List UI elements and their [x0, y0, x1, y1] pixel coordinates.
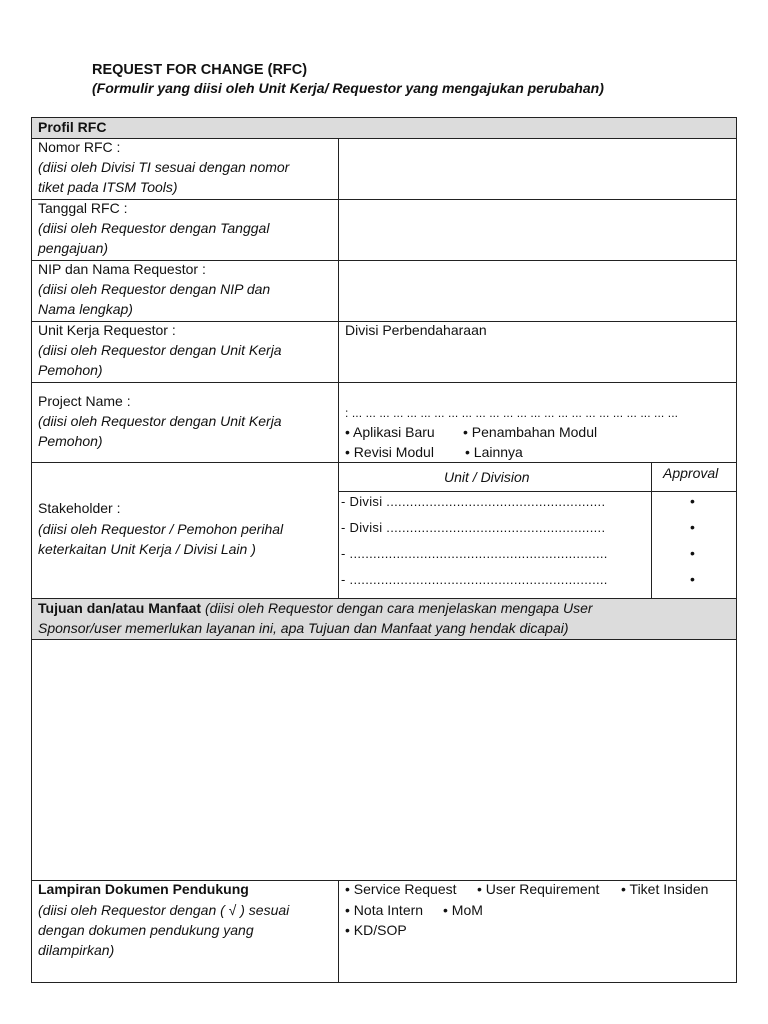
- option-service-request[interactable]: • Service Request: [345, 881, 457, 897]
- row-divider: [31, 199, 737, 200]
- option-penambahan-modul[interactable]: • Penambahan Modul: [463, 424, 598, 440]
- tujuan-heading: [38, 598, 593, 618]
- nomor-rfc-label: Nomor RFC :: [38, 139, 121, 155]
- lampiran-heading: Lampiran Dokumen Pendukung: [38, 881, 249, 897]
- approval-bullet[interactable]: •: [690, 519, 695, 535]
- lampiran-note: (diisi oleh Requestor dengan ( √ ) sesuai: [38, 902, 290, 918]
- stakeholder-subheader-divider: [338, 491, 737, 492]
- lampiran-note: dengan dokumen pendukung yang: [38, 922, 254, 938]
- nomor-rfc-note: (diisi oleh Divisi TI sesuai dengan nomor: [38, 159, 290, 175]
- nip-label: NIP dan Nama Requestor :: [38, 261, 206, 277]
- form-subtitle: (Formulir yang diisi oleh Unit Kerja/ Requestor yang mengajukan perubahan): [92, 80, 604, 96]
- unit-kerja-label: Unit Kerja Requestor :: [38, 322, 176, 338]
- approval-bullet[interactable]: •: [690, 545, 695, 561]
- tujuan-heading-bold: Tujuan dan/atau Manfaat: [38, 600, 202, 616]
- nip-value-field[interactable]: [340, 262, 735, 319]
- stakeholder-note: keterkaitan Unit Kerja / Divisi Lain ): [38, 541, 256, 557]
- unit-kerja-note: (diisi oleh Requestor dengan Unit Kerja: [38, 342, 282, 358]
- nomor-rfc-note: tiket pada ITSM Tools): [38, 179, 178, 195]
- option-aplikasi-baru[interactable]: • Aplikasi Baru: [345, 424, 435, 440]
- nip-note: Nama lengkap): [38, 301, 133, 317]
- option-tiket-insiden[interactable]: • Tiket Insiden: [621, 881, 709, 897]
- nip-note: (diisi oleh Requestor dengan NIP dan: [38, 281, 271, 297]
- unit-division-column-header: Unit / Division: [444, 469, 530, 485]
- form-title: REQUEST FOR CHANGE (RFC): [92, 62, 308, 78]
- project-name-note: Pemohon): [38, 433, 103, 449]
- approval-bullet[interactable]: •: [690, 571, 695, 587]
- stakeholder-note: (diisi oleh Requestor / Pemohon perihal: [38, 521, 284, 537]
- stakeholder-division-line[interactable]: - ..................................................................: [341, 572, 608, 587]
- option-revisi-modul[interactable]: • Revisi Modul: [345, 444, 434, 460]
- lampiran-note: dilampirkan): [38, 942, 115, 958]
- project-name-label: Project Name :: [38, 393, 131, 409]
- stakeholder-division-line[interactable]: - Divisi ........................................................: [341, 520, 606, 535]
- nomor-rfc-value-field[interactable]: [340, 140, 735, 197]
- unit-kerja-value[interactable]: Divisi Perbendaharaan: [345, 322, 487, 338]
- row-divider: [31, 382, 737, 383]
- row-divider: [31, 138, 737, 139]
- stakeholder-division-line[interactable]: - ..................................................................: [341, 546, 608, 561]
- tujuan-content-area[interactable]: [33, 641, 735, 878]
- tujuan-heading-note: Sponsor/user memerlukan layanan ini, apa Tujuan dan Manfaat yang hendak dicapai): [38, 620, 569, 636]
- tanggal-rfc-note: pengajuan): [38, 240, 109, 256]
- column-divider: [338, 138, 339, 598]
- option-mom[interactable]: • MoM: [443, 902, 483, 918]
- approval-bullet[interactable]: •: [690, 493, 695, 509]
- profil-heading: Profil RFC: [38, 119, 107, 135]
- stakeholder-label: Stakeholder :: [38, 500, 121, 516]
- option-lainnya[interactable]: • Lainnya: [465, 444, 523, 460]
- option-nota-intern[interactable]: • Nota Intern: [345, 902, 424, 918]
- tanggal-rfc-label: Tanggal RFC :: [38, 200, 128, 216]
- option-user-requirement[interactable]: • User Requirement: [477, 881, 600, 897]
- project-name-value[interactable]: : ... ... ... ... ... ... ... ... ... ... ... ... ... ... ... ... ... ... ... ... ... ... ... ...: [345, 406, 679, 420]
- tanggal-rfc-value-field[interactable]: [340, 201, 735, 258]
- stakeholder-division-line[interactable]: - Divisi ........................................................: [341, 494, 606, 509]
- row-divider: [31, 462, 737, 463]
- project-name-note: (diisi oleh Requestor dengan Unit Kerja: [38, 413, 282, 429]
- row-divider: [31, 639, 737, 640]
- column-divider: [338, 880, 339, 983]
- approval-column-header: Approval: [663, 465, 719, 481]
- tujuan-heading-note: (diisi oleh Requestor dengan cara menjelaskan mengapa User: [201, 600, 593, 616]
- tanggal-rfc-note: (diisi oleh Requestor dengan Tanggal: [38, 220, 270, 236]
- unit-kerja-note: Pemohon): [38, 362, 103, 378]
- approval-column-divider: [651, 462, 652, 598]
- option-kd-sop[interactable]: • KD/SOP: [345, 922, 407, 938]
